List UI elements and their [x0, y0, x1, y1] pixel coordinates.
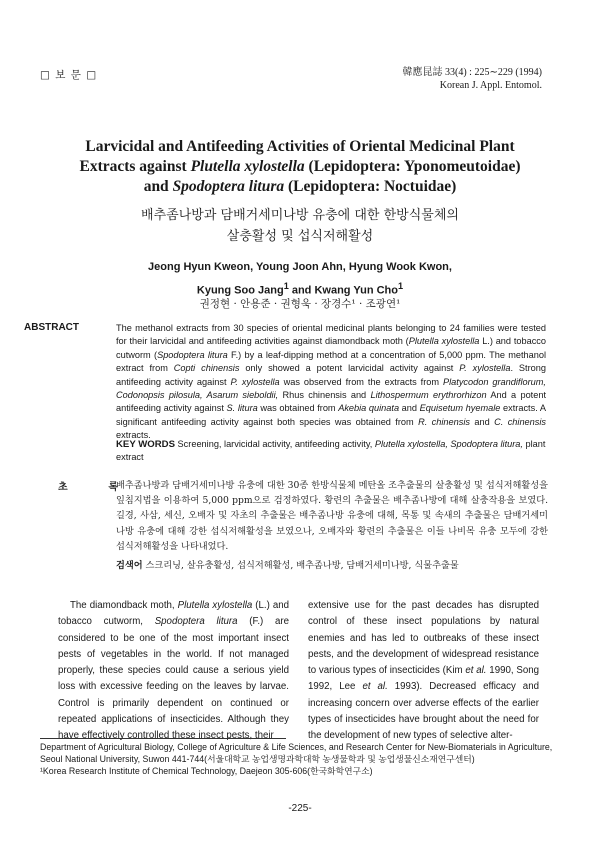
author-line-1: Jeong Hyun Kweon, Young Joon Ahn, Hyung Wook Kwon,	[148, 261, 452, 273]
korean-title-line-1: 배추좀나방과 담배거세미나방 유충에 대한 한방식물체의	[141, 208, 459, 223]
abstract-text: The methanol extracts from 30 species of oriental medicinal plants belonging to 24 families were tested for their larvicidal and antifeeding activities against diamondback moth (Plutella xylostella L.) and tobacco cutworm (Spodoptera litura F.) by a leaf-dipping method at a concentration of 5,000 ppm. The methanol extract from Copti chinensis only showed a potent larvicidal activity against P. xylostella. Strong antifeeding activity against P. xylostella was observed from the extracts from Platycodon grandiflorum, Codonopsis pilosula, Asarum sieboldii, Rhus chinensis and Lithospermum erythrorhizon And a potent antifeeding activity against S. litura was obtained from Akebia quinata and Equisetum hyemale extracts. A significant antifeeding activity against both species was obtained from R. chinensis and C. chinensis extracts.	[116, 323, 546, 441]
page-number: -225-	[288, 803, 312, 814]
title-line-2	[40, 157, 560, 177]
body-column-left: The diamondback moth, Plutella xylostella (L.) and tobacco cutworm, Spodoptera litura (F.) are considered to be one of the most important insect pests of vegetables in the world. If not managed properly, these species could cause a serious yield loss with excessive feeding on the leaves by larvae. Control is primarily dependent on continued or repeated applications of insecticides. Although they have effectively controlled these insect pests, their	[58, 600, 290, 742]
article-category: □ 보 문 □	[40, 69, 98, 81]
title-text: (Lepidoptera: Yponomeutoidae)	[304, 158, 521, 175]
keywords-text: plant extract	[116, 439, 546, 463]
title-text: (Lepidoptera: Noctuidae)	[284, 178, 457, 195]
title-text: and	[143, 178, 173, 195]
affiliation-mark: 1	[283, 281, 289, 291]
korean-abstract-label: 초 록	[58, 482, 118, 493]
title-text: Extracts against	[79, 158, 191, 175]
affiliation-mark: 1	[397, 281, 404, 291]
korean-keywords-text: 스크리닝, 살유충활성, 섭식저해활성, 배추좀나방, 담배거세미나방, 식물추출물	[142, 560, 459, 571]
korean-abstract-text: 배추좀나방과 담배거세미나방 유충에 대한 30종 한방식물체 메탄올 조추출물의 살충활성 및 섭식저해활성을 잎침지법을 이용하여 5,000 ppm으로 검정하였다. 황련의 추출물은 배추좀나방에 대해 살충작용을 보였다. 길경, 사삼, 세신, 오배자 및 자초의 추출물은 배추좀나방 유충에 대해, 목통 및 속새의 추출물은 담배거세미나방 유충에 대해 강한 섭식저해활성을 보였으나, 오배자와 황련의 추출물은 이들 나비목 유충 모두에 강한 섭식저해활성을 나타내었다.	[116, 480, 548, 552]
korean-keywords-label: 검색어	[116, 560, 143, 571]
korean-title-line-2: 살충활성 및 섭식저해활성	[226, 229, 374, 244]
author-name: and Kwang Yun Cho	[288, 284, 398, 297]
keywords-species: Plutella xylostella, Spodoptera litura,	[374, 439, 523, 449]
journal-citation	[403, 66, 542, 92]
title-species: Plutella xylostella	[190, 158, 305, 175]
journal-line-2: Korean J. Appl. Entomol.	[439, 80, 542, 91]
journal-line-1: 韓應昆誌 33(4) : 225∼229 (1994)	[402, 67, 542, 78]
abstract-label: ABSTRACT	[24, 322, 79, 333]
footnote-affiliation: Department of Agricultural Biology, College of Agriculture & Life Sciences, and Research Center for New-Biomaterials in Agriculture, Seoul National University, Suwon 441-744(서울대학교 농업생명과학대학 농생물학과 및 농업생물신소재연구센터)	[40, 742, 553, 764]
korean-title	[40, 205, 560, 247]
korean-keywords	[116, 557, 548, 571]
keywords-label: KEY WORDS	[116, 439, 175, 450]
title-species: Spodoptera litura	[172, 178, 285, 195]
korean-author-list: 권정현 · 안용준 · 권형욱 · 장경수¹ · 조광연¹	[199, 298, 401, 310]
footnote-divider	[40, 738, 286, 739]
paper-title	[40, 137, 560, 197]
body-column-right: extensive use for the past decades has disrupted control of these insect populations by natural enemies and has led to outbreaks of these insect pests, and the development of widespread resistance to various types of insecticides (Kim et al. 1990, Song 1992, Lee et al. 1993). Decreased efficacy and increasing concern over adverse effects of the earlier types of insecticides have brought about the need for the development of new types of selective alter-	[308, 600, 539, 742]
title-line-3	[40, 177, 560, 197]
title-line-1: Larvicidal and Antifeeding Activities of Oriental Medicinal Plant	[85, 138, 515, 155]
keywords	[116, 438, 546, 465]
footnote-affiliation-1: ¹Korea Research Institute of Chemical Technology, Daejeon 305-606(한국화학연구소)	[40, 766, 373, 776]
keywords-text: Screening, larvicidal activity, antifeeding activity,	[175, 439, 375, 449]
author-list	[40, 258, 560, 301]
footnotes	[40, 741, 560, 777]
author-name: Kyung Soo Jang	[196, 284, 284, 297]
